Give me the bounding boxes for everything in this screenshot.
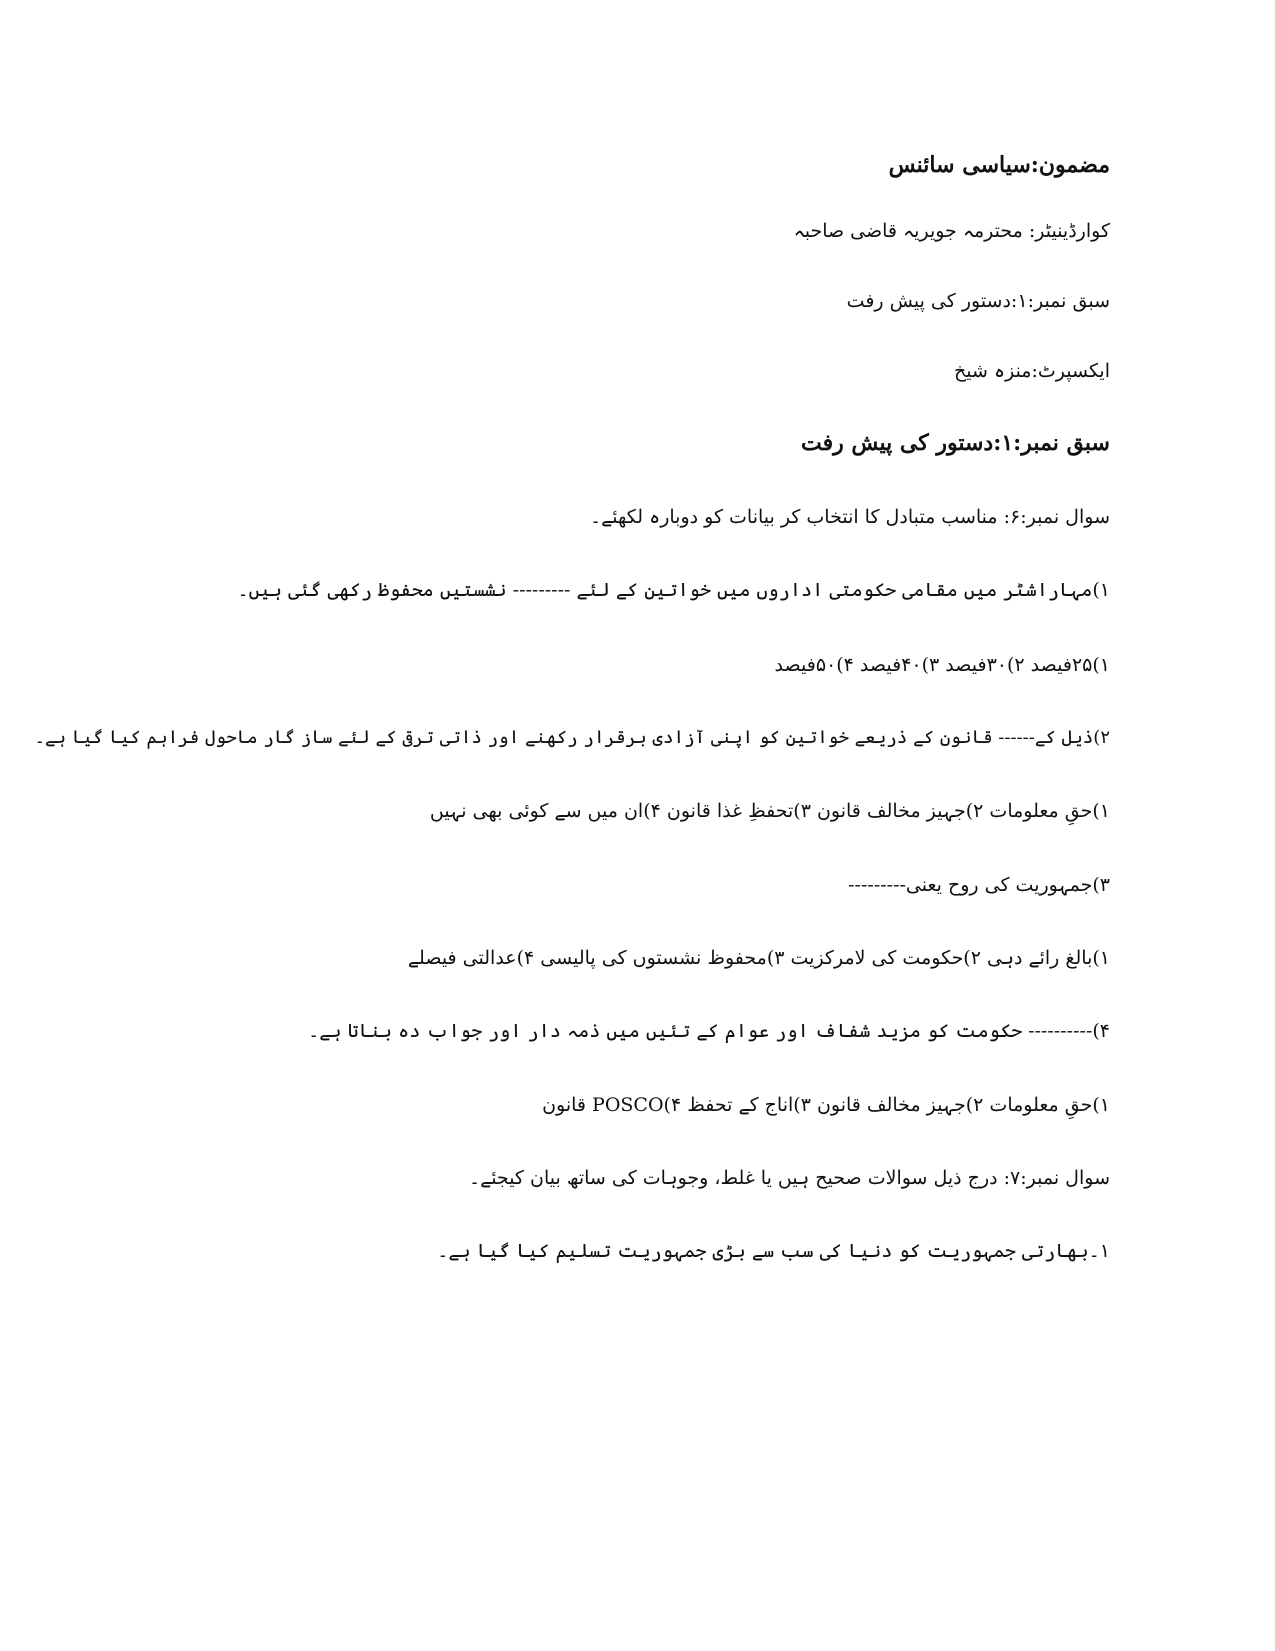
question-item-2: ۲)ذیل کے------ قانون کے ذریعے خواتین کو اپنی آزادی برقرار رکھنے اور ذاتی ترقی کے لئے ساز گار ماحول فراہم کیا گیا ہے۔: [34, 727, 1110, 748]
question-6-heading: سوال نمبر:۶: مناسب متبادل کا انتخاب کر بیانات کو دوبارہ لکھئے۔: [589, 506, 1110, 528]
options-item-2: ۱)حقِ معلومات ۲)جہیز مخالف قانون ۳)تحفظِ غذا قانون ۴)ان میں سے کوئی بھی نہیں: [429, 800, 1110, 822]
options-item-4: ۱)حقِ معلومات ۲)جہیز مخالف قانون ۳)اناج کے تحفظ ۴)POSCO قانون: [542, 1094, 1110, 1116]
expert-line: ایکسپرٹ:منزہ شیخ: [954, 360, 1110, 382]
lesson-line: سبق نمبر:۱:دستور کی پیش رفت: [846, 290, 1110, 312]
question-item-4: ۴)---------- حکومت کو مزید شفاف اور عوام کے تئیں میں ذمہ دار اور جواب دہ بناتا ہے۔: [308, 1020, 1110, 1042]
question-item-3: ۳)جمہوریت کی روح یعنی---------: [848, 874, 1110, 896]
options-item-1: ۱)۲۵فیصد ۲)۳۰فیصد ۳)۴۰فیصد ۴)۵۰فیصد: [774, 654, 1110, 676]
question-item-1: ۱)مہاراشٹر میں مقامی حکومتی اداروں میں خواتین کے لئے --------- نشستیں محفوظ رکھی گئی ہیں۔: [237, 579, 1110, 601]
question-7-item-1: ۱۔بھارتی جمہوریت کو دنیا کی سب سے بڑی جمہوریت تسلیم کیا گیا ہے۔: [437, 1240, 1110, 1262]
options-item-3: ۱)بالغ رائے دہی ۲)حکومت کی لامرکزیت ۳)محفوظ نشستوں کی پالیسی ۴)عدالتی فیصلے: [407, 947, 1110, 969]
question-7-heading: سوال نمبر:۷: درج ذیل سوالات صحیح ہیں یا غلط، وجوہات کی ساتھ بیان کیجئے۔: [468, 1167, 1110, 1189]
lesson-heading: سبق نمبر:۱:دستور کی پیش رفت: [801, 430, 1110, 456]
subject-heading: مضمون:سیاسی سائنس: [888, 152, 1110, 178]
coordinator-line: کوارڈینیٹر: محترمہ جویریہ قاضی صاحبہ: [793, 220, 1110, 242]
